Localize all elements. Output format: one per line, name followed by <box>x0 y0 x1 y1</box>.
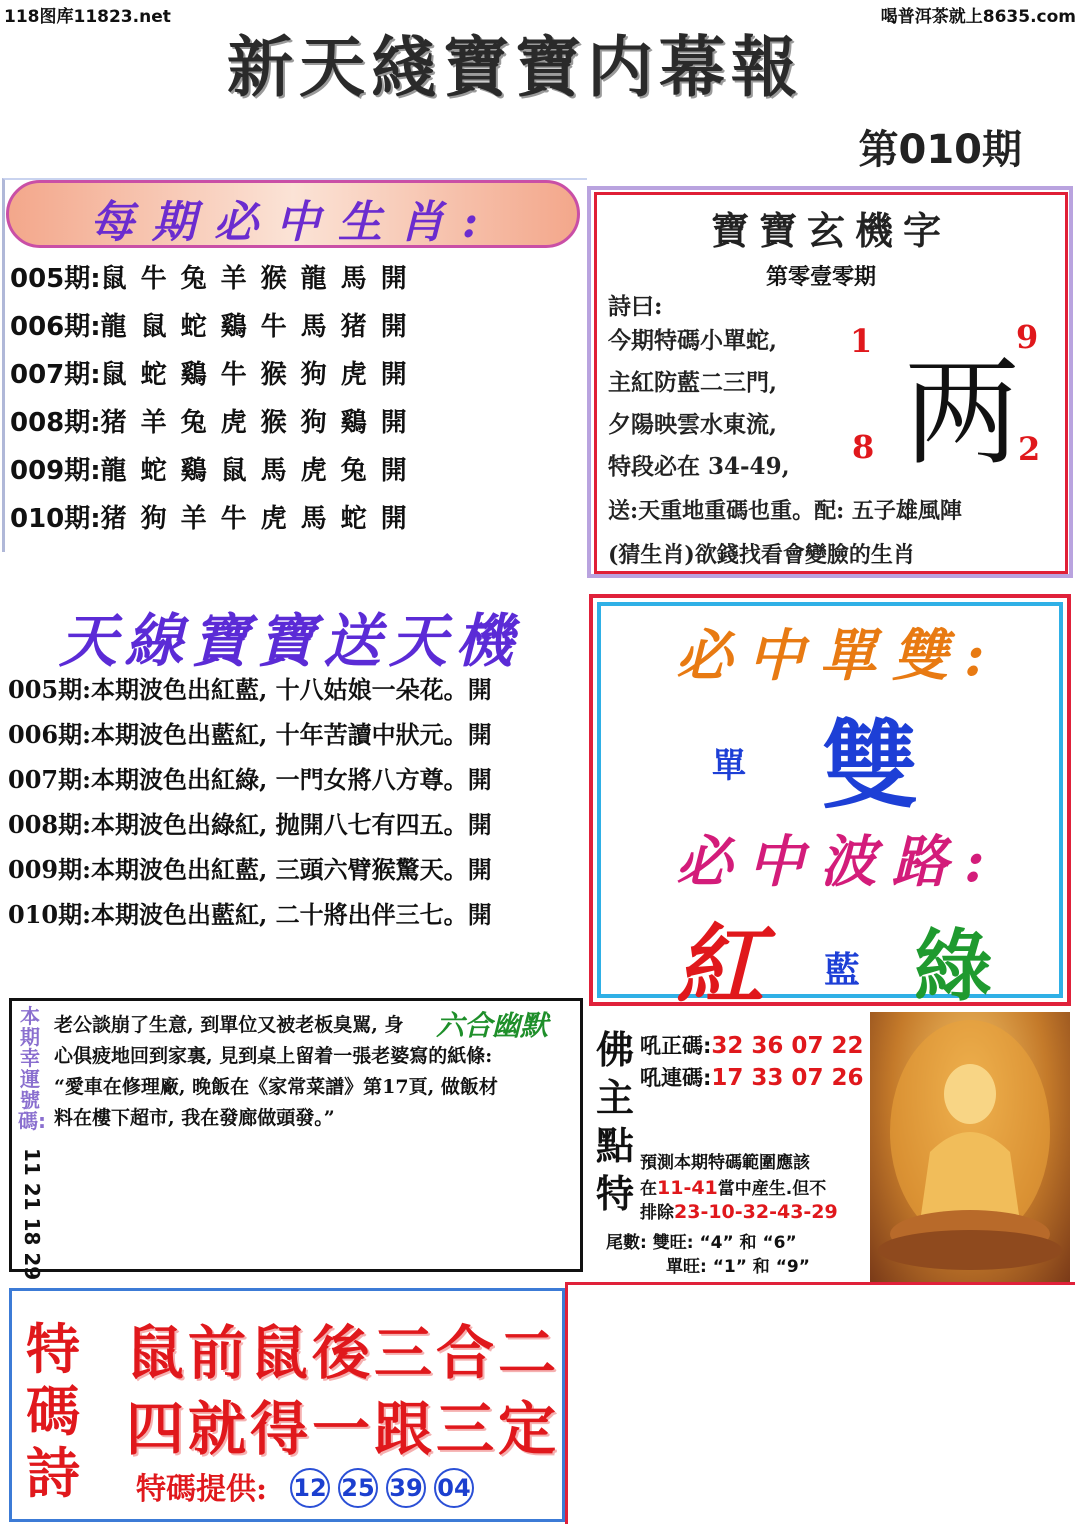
combo-numbers-line: 吼連碼:17 33 07 26 <box>640 1065 864 1091</box>
green-label: 綠 <box>914 921 993 1012</box>
number-ball: 04 <box>434 1468 474 1508</box>
joke-text: 老公談崩了生意, 到單位又被老板臭駡, 身 心俱疲地回到家裏, 見到桌上留着一張老婆寫的紙條: “愛車在修理廠, 晚飯在《家常菜譜》第17頁, 做飯材 料在樓下超市, 我在發廊做頭發。” <box>54 1014 498 1129</box>
exclude-line: 排除23-10-32-43-29 <box>640 1201 838 1223</box>
poem-line: 今期特碼小單蛇, <box>608 327 778 354</box>
zodiac-row: 008期:猪羊兔虎猴狗鷄開 <box>10 408 407 438</box>
secret-big-character: 两 <box>904 346 1020 481</box>
wave-row: 005期:本期波色出紅藍, 十八姑娘一朵花。開 <box>8 675 492 704</box>
secret-title: 寶寶玄機字 <box>710 208 951 253</box>
special-poem-line: 四就得一跟三定 <box>126 1395 561 1463</box>
tail-double-line: 尾數: 雙旺: “4” 和 “6” <box>606 1233 797 1253</box>
page-title: 新天綫寶寶内幕報 <box>227 28 803 106</box>
corner-number: 2 <box>1018 430 1041 468</box>
hint-line: (猜生肖)欲錢找看會變臉的生肖 <box>608 542 915 568</box>
wave-title: 天線寶寶送天機 <box>58 607 521 675</box>
wave-row: 006期:本期波色出藍紅, 十年苦讀中狀元。開 <box>8 720 492 749</box>
wave-row: 010期:本期波色出藍紅, 二十將出伴三七。開 <box>8 900 492 929</box>
corner-number: 9 <box>1016 318 1039 356</box>
empty-panel <box>565 1282 1075 1524</box>
poem-label: 詩曰: <box>608 293 663 320</box>
red-label: 紅 <box>676 913 765 1017</box>
special-poem-label: 特碼詩 <box>26 1317 80 1505</box>
zodiac-row: 006期:龍鼠蛇鷄牛馬猪開 <box>10 312 407 342</box>
wave-route-heading: 必中波路: <box>676 829 1001 895</box>
number-ball: 39 <box>386 1468 426 1508</box>
poem-line: 特段必在 34-49, <box>608 453 790 480</box>
predict-line: 在11-41當中産生.但不 <box>640 1177 827 1199</box>
corner-number: 8 <box>852 428 875 466</box>
poem-line: 夕陽映雲水東流, <box>608 411 778 438</box>
lucky-label: 本期幸運號碼: <box>18 1004 46 1133</box>
left-site-label: 118图库11823.net <box>4 7 171 27</box>
buddha-image <box>870 1012 1070 1282</box>
zodiac-row: 010期:猪狗羊牛虎馬蛇開 <box>10 504 407 534</box>
zodiac-title: 每期必中生肖: <box>89 197 497 248</box>
predict-line: 預測本期特碼範圍應該 <box>640 1153 810 1173</box>
lucky-numbers: 11 21 18 29 <box>20 1148 44 1281</box>
zodiac-row: 007期:鼠蛇鷄牛猴狗虎開 <box>10 360 407 390</box>
poem-line: 主紅防藍二三門, <box>608 369 778 396</box>
special-poem-line: 鼠前鼠後三合二 <box>126 1319 561 1387</box>
humor-logo: 六合幽默 <box>436 1009 549 1042</box>
provider-label: 特碼提供: <box>136 1472 268 1507</box>
issue-number: 第010期 <box>858 127 1022 173</box>
even-label: 雙 <box>822 709 918 822</box>
odd-even-heading: 必中單雙: <box>676 623 1001 689</box>
blue-label: 藍 <box>824 949 861 991</box>
zodiac-row: 009期:龍蛇鷄鼠馬虎兔開 <box>10 456 407 486</box>
gift-line: 送:天重地重碼也重。配: 五子雄風陣 <box>608 498 962 524</box>
main-numbers-line: 吼正碼:32 36 07 22 <box>640 1033 864 1059</box>
wave-row: 007期:本期波色出紅綠, 一門女將八方尊。開 <box>8 765 492 794</box>
odd-label: 單 <box>712 746 746 786</box>
buddha-figure-icon <box>870 1012 1070 1282</box>
corner-number: 1 <box>850 322 873 360</box>
tail-single-line: 單旺: “1” 和 “9” <box>666 1257 810 1277</box>
wave-row: 008期:本期波色出綠紅, 抛開八七有四五。開 <box>8 810 492 839</box>
secret-subtitle: 第零壹零期 <box>765 264 876 290</box>
buddha-side-label: 佛主點特 <box>596 1027 635 1216</box>
wave-row: 009期:本期波色出紅藍, 三頭六臂猴驚天。開 <box>8 855 492 884</box>
number-ball: 12 <box>290 1468 330 1508</box>
number-ball: 25 <box>338 1468 378 1508</box>
zodiac-row: 005期:鼠牛兔羊猴龍馬開 <box>10 264 407 294</box>
right-site-label: 喝普洱茶就上8635.com <box>880 7 1076 27</box>
